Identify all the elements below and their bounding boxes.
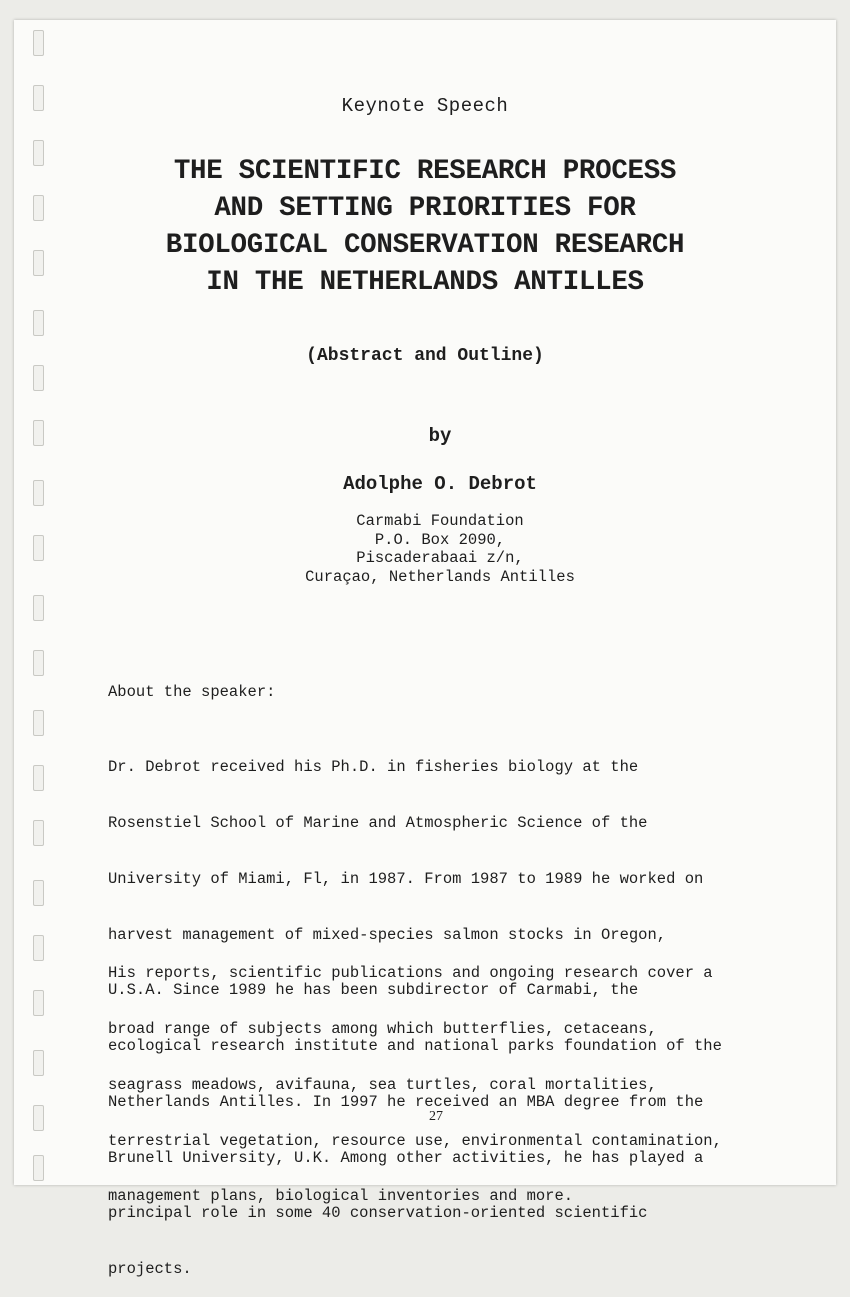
page-number: 27 <box>429 1109 443 1124</box>
bio-line: Brunell University, U.K. Among other activities, he has played a <box>108 1148 704 1167</box>
binding-hole <box>33 880 44 906</box>
research-topics-paragraph <box>108 927 798 1225</box>
affiliation-line: P.O. Box 2090, <box>374 530 506 549</box>
binding-hole <box>33 990 44 1016</box>
affiliation-line: Piscaderabaai z/n, <box>356 549 524 567</box>
bio-line: Netherlands Antilles. In 1997 he received an MBA degree from the <box>108 1092 704 1111</box>
bio-line: University of Miami, Fl, in 1987. From 1987 to 1989 he worked on <box>108 869 704 888</box>
topics-line: His reports, scientific publications and ongoing research cover a <box>108 964 713 983</box>
author-name: Adolphe O. Debrot <box>343 473 537 495</box>
topics-line: seagrass meadows, avifauna, sea turtles, coral mortalities, <box>108 1075 657 1094</box>
binding-hole <box>33 310 44 336</box>
title-line: AND SETTING PRIORITIES FOR <box>214 193 636 224</box>
about-speaker-label: About the speaker: <box>108 683 276 701</box>
affiliation-line: Carmabi Foundation <box>356 512 524 530</box>
bio-line: Rosenstiel School of Marine and Atmospheric Science of the <box>108 813 648 832</box>
topics-line: terrestrial vegetation, resource use, environmental contamination, <box>108 1131 722 1150</box>
binding-hole <box>33 820 44 846</box>
binding-hole <box>33 595 44 621</box>
binding-hole <box>33 650 44 676</box>
bio-line: U.S.A. Since 1989 he has been subdirector of Carmabi, the <box>108 981 639 1000</box>
bio-line: harvest management of mixed-species salmon stocks in Oregon, <box>108 925 667 944</box>
binding-hole <box>33 935 44 961</box>
affiliation-line: Curaçao, Netherlands Antilles <box>305 567 575 586</box>
document-title <box>0 153 850 301</box>
keynote-heading: Keynote Speech <box>341 95 509 117</box>
binding-hole <box>33 765 44 791</box>
bio-line: projects. <box>108 1260 192 1279</box>
bio-line: Dr. Debrot received his Ph.D. in fisheries biology at the <box>108 758 639 777</box>
bio-line: ecological research institute and national parks foundation of the <box>108 1037 722 1056</box>
topics-line: management plans, biological inventories and more. <box>108 1187 574 1206</box>
binding-hole <box>33 30 44 56</box>
title-line: BIOLOGICAL CONSERVATION RESEARCH <box>165 230 685 261</box>
title-line: IN THE NETHERLANDS ANTILLES <box>206 267 644 298</box>
binding-hole <box>33 1155 44 1181</box>
document-subtitle: (Abstract and Outline) <box>306 346 544 366</box>
binding-hole <box>33 710 44 736</box>
title-line: THE SCIENTIFIC RESEARCH PROCESS <box>173 156 677 187</box>
author-affiliation <box>15 512 850 586</box>
binding-hole <box>33 1050 44 1076</box>
binding-hole <box>33 365 44 391</box>
topics-line: broad range of subjects among which butterflies, cetaceans, <box>108 1019 657 1038</box>
by-label: by <box>428 425 452 447</box>
bio-line: principal role in some 40 conservation-oriented scientific <box>108 1204 648 1223</box>
